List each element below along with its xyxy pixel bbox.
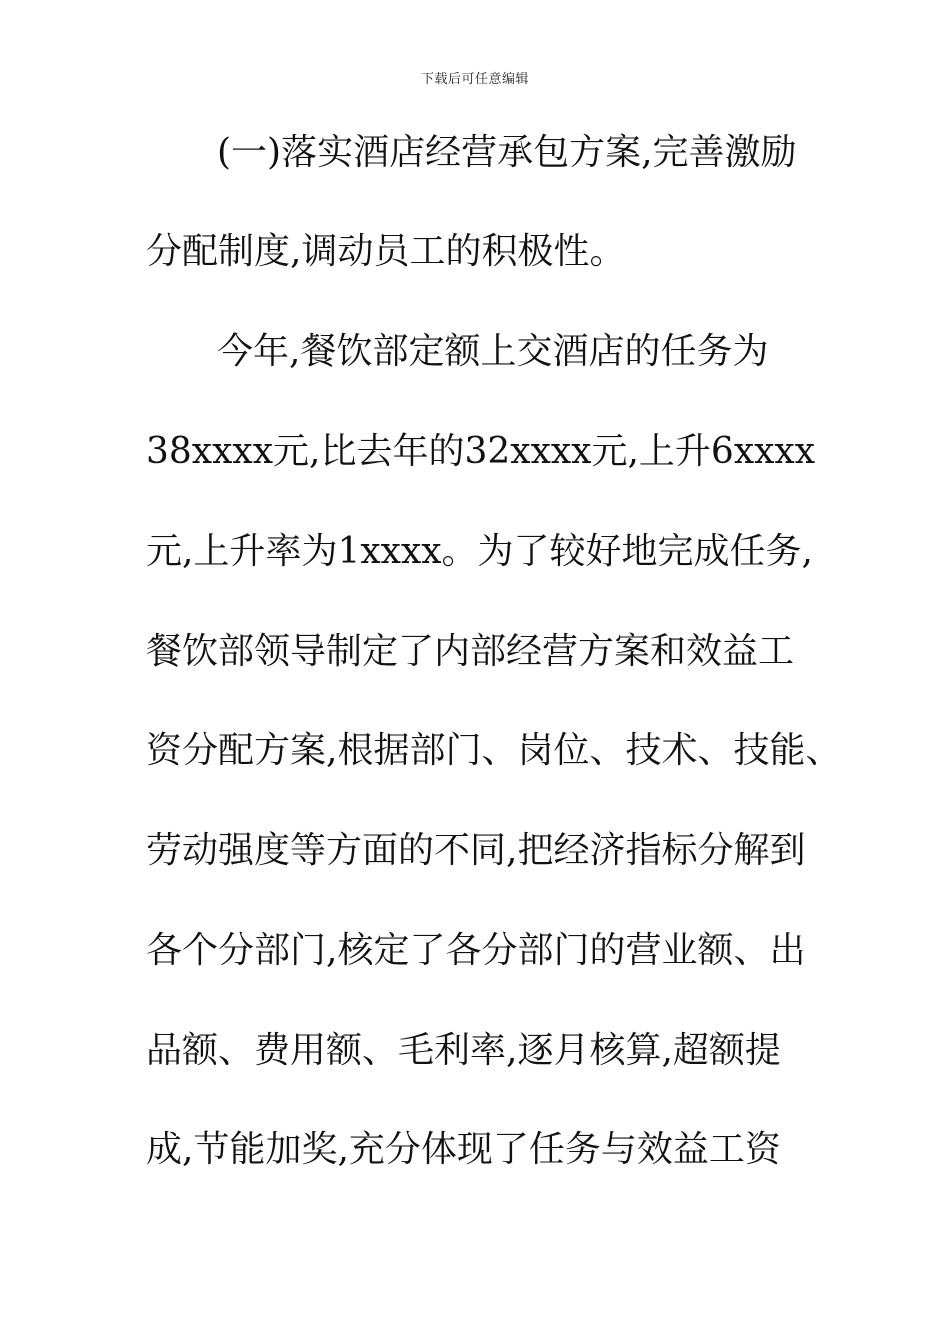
paragraph-line-7: 各个分部门,核定了各分部门的营业额、出 <box>146 930 806 971</box>
paragraph-line-2: 38xxxx元,比去年的32xxxx元,上升6xxxx <box>146 431 816 472</box>
paragraph-line-6: 劳动强度等方面的不同,把经济指标分解到 <box>146 830 806 871</box>
paragraph-line-4: 餐饮部领导制定了内部经营方案和效益工 <box>146 631 795 672</box>
paragraph-line-1: 今年,餐饮部定额上交酒店的任务为 <box>217 331 769 372</box>
paragraph-line-9: 成,节能加奖,充分体现了任务与效益工资 <box>146 1129 781 1170</box>
section-heading-line-2: 分配制度,调动员工的积极性。 <box>146 231 626 272</box>
section-heading-line-1: (一)落实酒店经营承包方案,完善激励 <box>217 132 797 173</box>
paragraph-line-8: 品额、费用额、毛利率,逐月核算,超额提 <box>146 1030 781 1071</box>
paragraph-line-5: 资分配方案,根据部门、岗位、技术、技能、 <box>146 730 842 771</box>
paragraph-line-3: 元,上升率为1xxxx。为了较好地完成任务, <box>146 531 814 572</box>
page-header-note: 下载后可任意编辑 <box>420 72 529 87</box>
